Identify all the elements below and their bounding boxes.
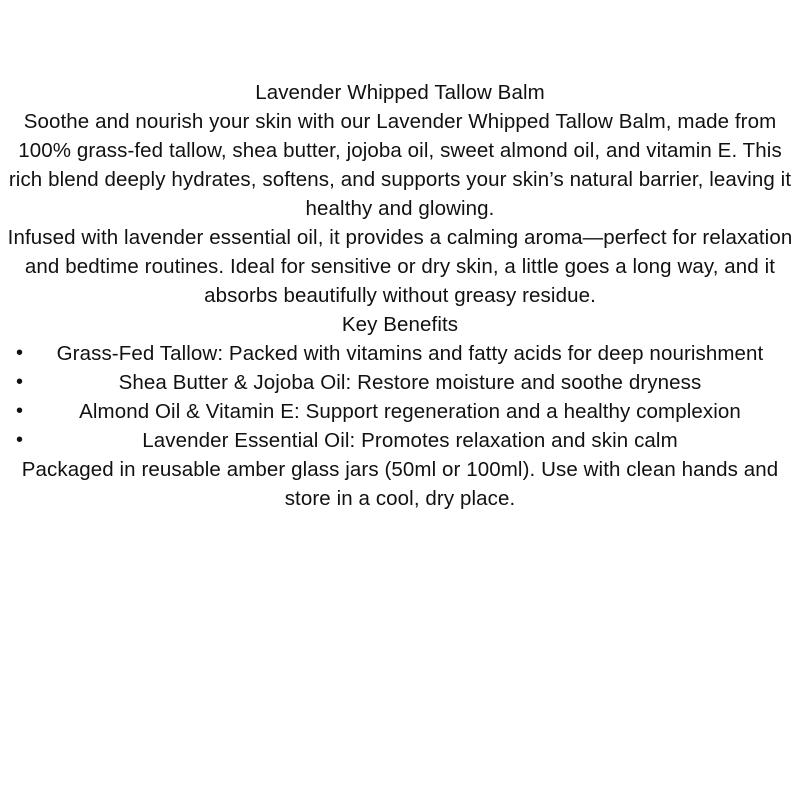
benefit-item bbox=[0, 426, 800, 455]
bullet-icon: • bbox=[16, 400, 24, 422]
benefit-item bbox=[0, 397, 800, 426]
benefit-text: Shea Butter & Jojoba Oil: Restore moisture and soothe dryness bbox=[118, 371, 702, 394]
product-description bbox=[0, 78, 800, 513]
benefit-item bbox=[0, 368, 800, 397]
product-title: Lavender Whipped Tallow Balm bbox=[255, 81, 545, 104]
benefit-text: Lavender Essential Oil: Promotes relaxation and skin calm bbox=[142, 429, 678, 452]
intro-paragraph: Soothe and nourish your skin with our Lavender Whipped Tallow Balm, made from 100% grass-fed tallow, shea butter, jojoba oil, sweet almond oil, and vitamin E. This rich blend deeply hydrates, softens, and supports your skin’s natural barrier, leaving it healthy and glowing. bbox=[8, 110, 792, 220]
aroma-paragraph: Infused with lavender essential oil, it provides a calming aroma—perfect for relaxation and bedtime routines. Ideal for sensitive or dry skin, a little goes a long way, and it absorbs beautifully without greasy residue. bbox=[7, 226, 793, 307]
benefit-text: Grass-Fed Tallow: Packed with vitamins and fatty acids for deep nourishment bbox=[56, 342, 764, 365]
bullet-icon: • bbox=[16, 371, 24, 393]
benefits-list bbox=[0, 339, 800, 455]
benefit-item bbox=[0, 339, 800, 368]
bullet-icon: • bbox=[16, 342, 24, 364]
bullet-icon: • bbox=[16, 429, 24, 451]
benefits-heading: Key Benefits bbox=[341, 313, 459, 336]
packaging-paragraph: Packaged in reusable amber glass jars (50ml or 100ml). Use with clean hands and store in a cool, dry place. bbox=[21, 458, 779, 510]
benefit-text: Almond Oil & Vitamin E: Support regeneration and a healthy complexion bbox=[79, 400, 741, 423]
